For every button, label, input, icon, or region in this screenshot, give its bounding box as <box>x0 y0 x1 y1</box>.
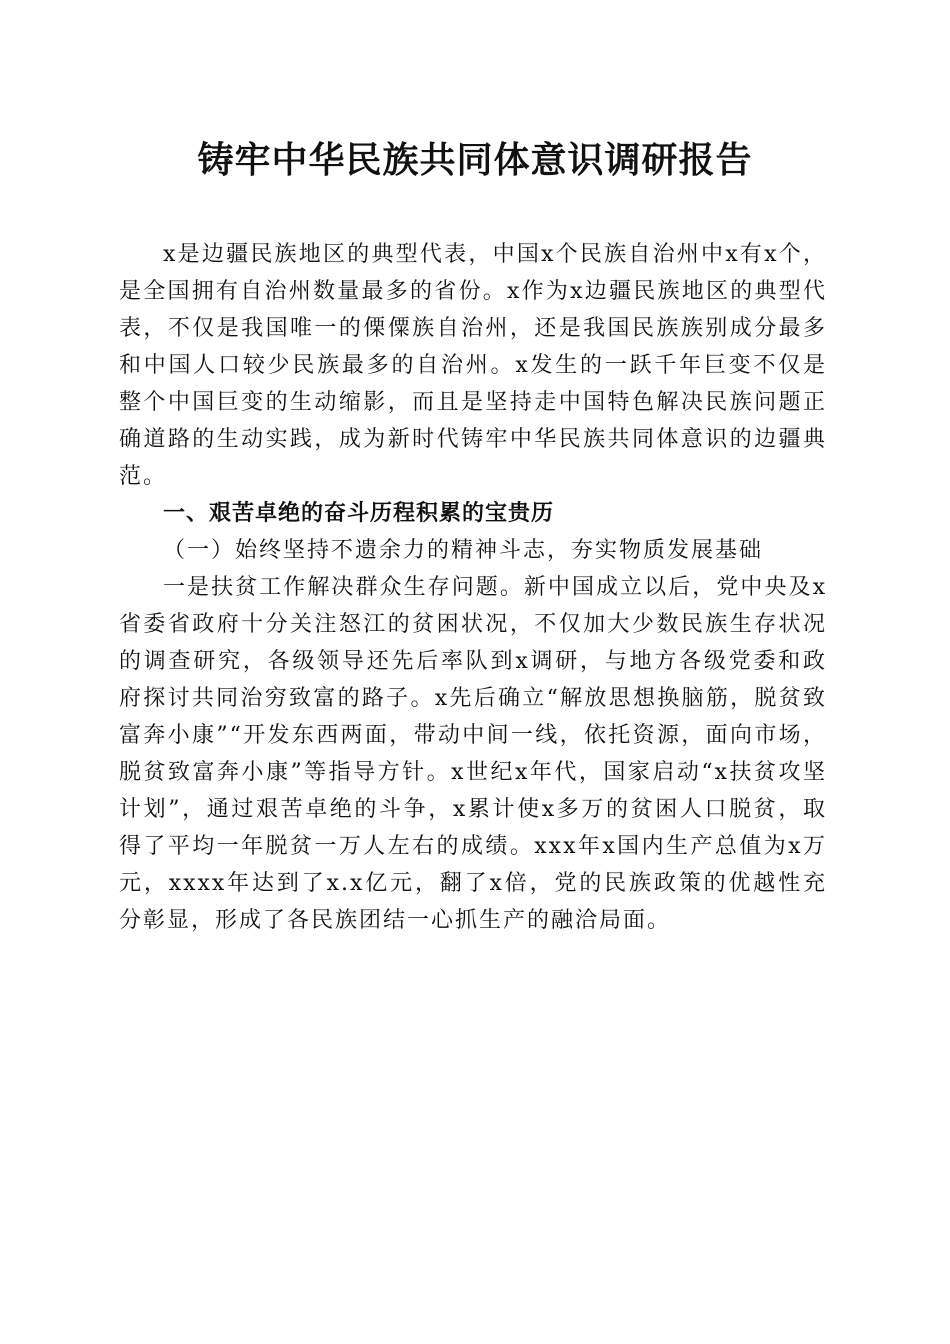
intro-paragraph: x是边疆民族地区的典型代表，中国x个民族自治州中x有x个，是全国拥有自治州数量最多的省份。x作为x边疆民族地区的典型代表，不仅是我国唯一的傈僳族自治州，还是我国民族族别成分最多和中国人口较少民族最多的自治州。x发生的一跃千年巨变不仅是整个中国巨变的生动缩影，而且是坚持走中国特色解决民族问题正确道路的生动实践，成为新时代铸牢中华民族共同体意识的边疆典范。 <box>119 242 827 489</box>
subsection-paragraph: 一是扶贫工作解决群众生存问题。新中国成立以后，党中央及x省委省政府十分关注怒江的贫困状况，不仅加大少数民族生存状况的调查研究，各级领导还先后率队到x调研，与地方各级党委和政府探讨共同治穷致富的路子。x先后确立“解放思想换脑筋，脱贫致富奔小康”“开发东西两面，带动中间一线，依托资源，面向市场，脱贫致富奔小康”等指导方针。x世纪x年代，国家启动“x扶贫攻坚计划”，通过艰苦卓绝的斗争，x累计使x多万的贫困人口脱贫，取得了平均一年脱贫一万人左右的成绩。xxx年x国内生产总值为x万元，xxxx年达到了x.x亿元，翻了x倍，党的民族政策的优越性充分彰显，形成了各民族团结一心抓生产的融洽局面。 <box>119 575 827 933</box>
section-heading: 一、艰苦卓绝的奋斗历程积累的宝贵历 <box>163 501 555 526</box>
document-title: 铸牢中华民族共同体意识调研报告 <box>197 139 753 181</box>
subsection-heading: （一）始终坚持不遗余力的精神斗志，夯实物质发展基础 <box>163 538 764 563</box>
document-body <box>119 236 827 939</box>
